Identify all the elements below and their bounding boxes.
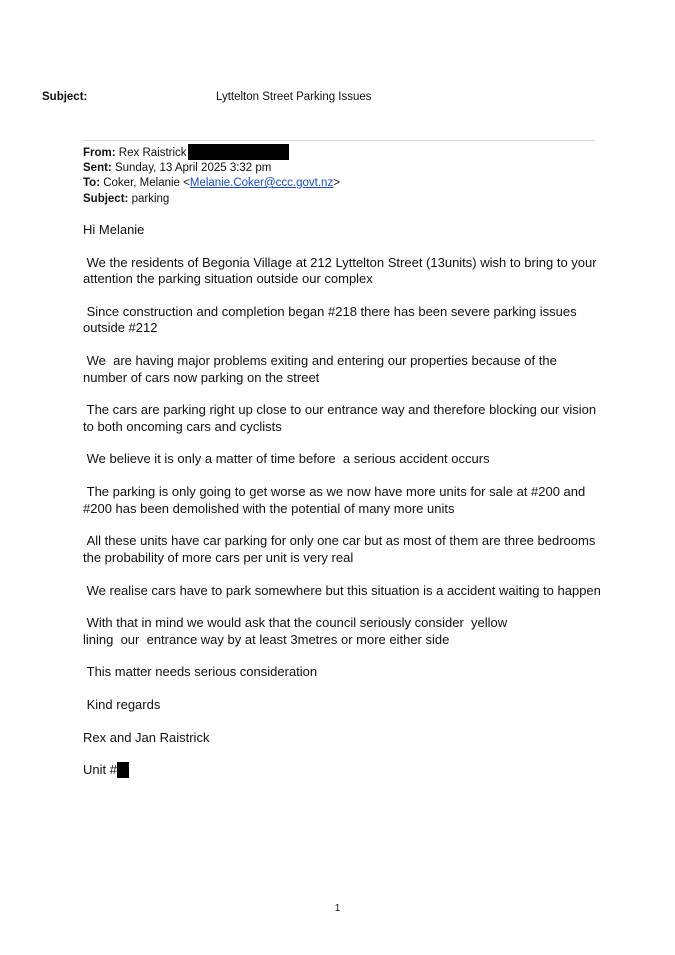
sent-label: Sent: <box>83 161 112 174</box>
email-body <box>83 222 603 795</box>
body-paragraph: The cars are parking right up close to our entrance way and therefore blocking our vision to both oncoming cars and cyclists <box>83 402 600 434</box>
body-paragraph: The parking is only going to get worse as we now have more units for sale at #200 and #200 has been demolished with the potential of many more units <box>83 484 589 516</box>
body-paragraph: This matter needs serious consideration <box>83 664 318 680</box>
sent-value: Sunday, 13 April 2025 3:32 pm <box>114 161 272 174</box>
document-subject-value: Lyttelton Street Parking Issues <box>216 91 372 103</box>
redacted-unit-number <box>117 762 129 778</box>
recipient-email-link[interactable]: Melanie.Coker@ccc.govt.nz <box>189 177 334 189</box>
signature: Rex and Jan Raistrick <box>83 729 210 745</box>
greeting: Hi Melanie <box>83 222 145 237</box>
sent-line <box>83 161 340 177</box>
email-subject-label: Subject: <box>83 192 129 205</box>
from-label: From: <box>83 147 116 160</box>
to-name: Coker, Melanie < <box>103 177 190 189</box>
page-number: 1 <box>334 903 341 914</box>
body-paragraph: We believe it is only a matter of time before a serious accident occurs <box>83 451 490 467</box>
to-line <box>83 176 340 192</box>
to-close-bracket: > <box>333 177 340 189</box>
body-paragraph: We are having major problems exiting and entering our properties because of the number of cars now parking on the street <box>83 353 561 385</box>
sign-off: Kind regards <box>83 697 161 713</box>
email-subject-value: parking <box>131 192 170 205</box>
subject-line <box>83 192 340 208</box>
body-paragraph: With that in mind we would ask that the council seriously consider yellow lining our entrance way by at least 3metres or more either side <box>83 615 508 647</box>
body-paragraph: All these units have car parking for only one car but as most of them are three bedrooms the probability of more cars per unit is very real <box>83 533 599 565</box>
document-subject-label: Subject: <box>42 91 88 103</box>
from-line <box>83 145 340 161</box>
document-subject-row <box>42 91 642 107</box>
unit-line <box>83 762 603 779</box>
body-paragraph: We realise cars have to park somewhere but this situation is a accident waiting to happen <box>83 582 601 598</box>
header-divider <box>82 140 595 141</box>
to-label: To: <box>83 177 101 189</box>
body-paragraph: We the residents of Begonia Village at 212 Lyttelton Street (13units) wish to bring to your attention the parking situation outside our complex <box>83 254 601 287</box>
from-value: Rex Raistrick <box>118 147 187 160</box>
unit-label: Unit # <box>83 762 117 778</box>
redacted-email-address <box>188 144 289 160</box>
body-paragraph: Since construction and completion began #218 there has been severe parking issues outside #212 <box>83 303 581 336</box>
email-header <box>83 145 340 207</box>
